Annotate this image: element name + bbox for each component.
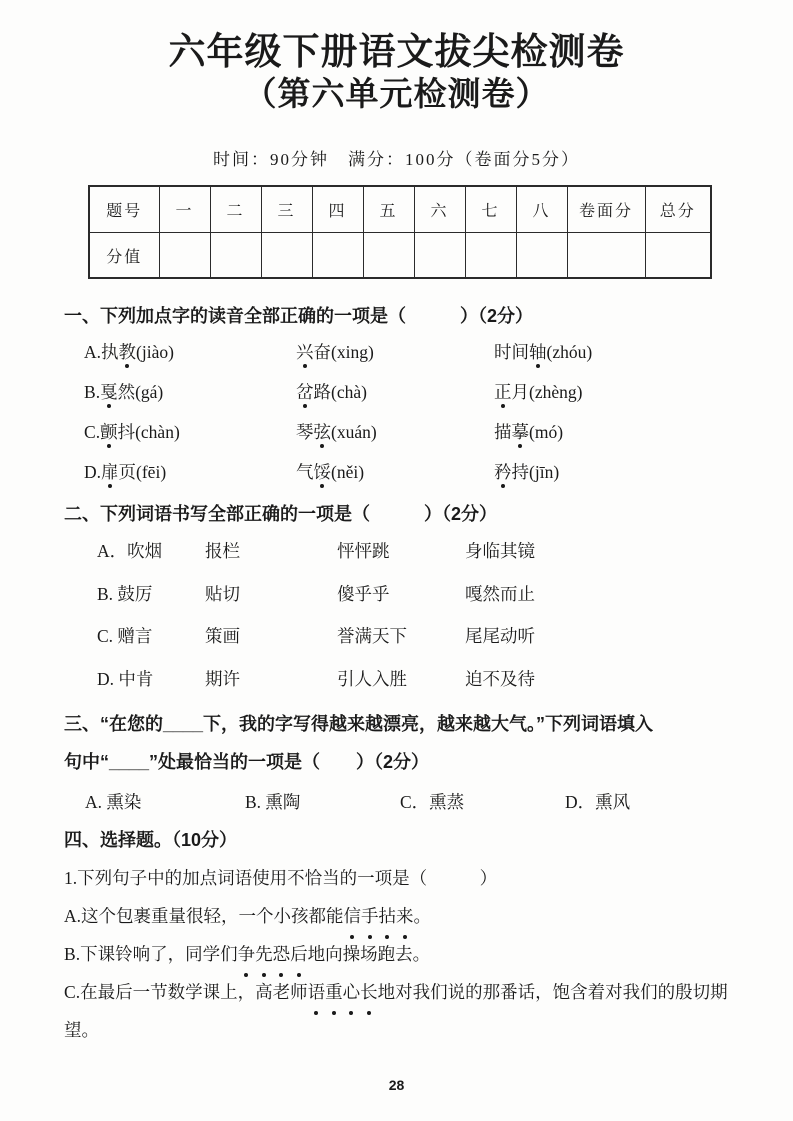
q2-option-row-a bbox=[97, 529, 741, 572]
q2-option-d-word4: 迫不及待 bbox=[465, 668, 535, 689]
question-3-stem-line1: 三、“在您的____下，我的字写得越来越漂亮，越来越大气。”下列词语填入 bbox=[64, 714, 654, 735]
score-empty-cell bbox=[414, 232, 465, 278]
q2-option-d-word2: 期许 bbox=[205, 668, 240, 689]
paper-subtitle: （第六单元检测卷） bbox=[243, 74, 550, 112]
score-empty-cell bbox=[645, 232, 711, 278]
emphasis-dotted-char: 馁 bbox=[314, 459, 332, 484]
score-empty-cell bbox=[516, 232, 567, 278]
q1-option-b-word3: 正月(zhèng) bbox=[494, 379, 741, 404]
q3-option-row bbox=[85, 781, 741, 821]
emphasis-dotted-char: 拈 bbox=[379, 897, 397, 935]
emphasis-dotted-char: 正 bbox=[494, 379, 512, 404]
q2-option-b-word4: 嘎然而止 bbox=[465, 583, 535, 604]
time-score-info: 时间：90分钟 满分：100分（卷面分5分） bbox=[213, 150, 580, 170]
emphasis-dotted-char: 重 bbox=[325, 973, 343, 1011]
q2-option-a-word4: 身临其镜 bbox=[465, 541, 535, 561]
score-empty-cell bbox=[363, 232, 414, 278]
score-empty-cell bbox=[312, 232, 363, 278]
emphasis-dotted-char: 后 bbox=[290, 935, 308, 973]
emphasis-dotted-char: 扉 bbox=[101, 459, 119, 484]
q1-option-d-word2: 气馁(něi) bbox=[296, 459, 494, 484]
q1-option-a-word2: 兴奋(xing) bbox=[296, 339, 494, 364]
q4-sub1-stem: 1.下列句子中的加点词语使用不恰当的一项是（ ） bbox=[64, 868, 498, 889]
score-empty-cell bbox=[567, 232, 645, 278]
q3-option-a: A. 熏染 bbox=[85, 791, 142, 812]
q2-option-b-word2: 贴切 bbox=[205, 583, 240, 604]
score-row-label: 分值 bbox=[89, 232, 159, 278]
q2-option-c-word2: 策画 bbox=[205, 626, 240, 646]
q1-option-a-word3: 时间轴(zhóu) bbox=[494, 339, 741, 364]
q1-option-d-word3: 矜持(jīn) bbox=[494, 459, 741, 484]
score-header-cell: 五 bbox=[363, 186, 414, 232]
q1-option-c-word2: 琴弦(xuán) bbox=[296, 419, 494, 444]
q2-option-row-d bbox=[97, 657, 741, 700]
q2-option-c-word4: 尾尾动听 bbox=[465, 626, 535, 646]
emphasis-dotted-char: 争 bbox=[238, 935, 256, 973]
q3-option-d: D．熏风 bbox=[565, 791, 631, 812]
score-header-cell: 题号 bbox=[89, 186, 159, 232]
q1-option-row-a bbox=[84, 331, 741, 371]
score-header-cell: 七 bbox=[465, 186, 516, 232]
score-empty-cell bbox=[159, 232, 210, 278]
q3-option-b: B. 熏陶 bbox=[245, 791, 301, 812]
score-header-cell: 三 bbox=[261, 186, 312, 232]
q2-option-d-word1: D. 中肯 bbox=[97, 668, 154, 689]
score-header-cell: 四 bbox=[312, 186, 363, 232]
score-header-cell: 二 bbox=[210, 186, 261, 232]
q1-option-b-word1: B.戛然(gá) bbox=[84, 379, 296, 404]
q2-option-row-c bbox=[97, 614, 741, 657]
q4-sentence-b: B.下课铃响了，同学们争先恐后地向操场跑去。 bbox=[64, 935, 741, 973]
emphasis-dotted-char: 矜 bbox=[494, 459, 512, 484]
emphasis-dotted-char: 心 bbox=[343, 973, 361, 1011]
q3-option-c: C．熏蒸 bbox=[400, 791, 465, 812]
q2-option-c-word3: 誉满天下 bbox=[337, 626, 407, 646]
emphasis-dotted-char: 长 bbox=[360, 973, 378, 1011]
q2-option-b-word1: B. 鼓厉 bbox=[97, 583, 153, 604]
emphasis-dotted-char: 恐 bbox=[273, 935, 291, 973]
score-empty-cell bbox=[465, 232, 516, 278]
page-number: 28 bbox=[388, 1077, 405, 1093]
q2-option-a-word2: 报栏 bbox=[205, 541, 240, 561]
score-table bbox=[88, 185, 712, 279]
q4-sentence-a: A.这个包裹重量很轻，一个小孩都能信手拈来。 bbox=[64, 897, 741, 935]
score-header-cell: 总分 bbox=[645, 186, 711, 232]
q1-option-row-c bbox=[84, 411, 741, 451]
q2-option-b-word3: 傻乎乎 bbox=[337, 583, 390, 604]
emphasis-dotted-char: 兴 bbox=[296, 339, 314, 364]
q1-option-c-word3: 描摹(mó) bbox=[494, 419, 741, 444]
score-header-cell: 一 bbox=[159, 186, 210, 232]
score-empty-cell bbox=[261, 232, 312, 278]
score-header-cell: 八 bbox=[516, 186, 567, 232]
question-3-stem-line2: 句中“____”处最恰当的一项是（ ）（2分） bbox=[64, 752, 430, 773]
q1-option-b-word2: 岔路(chà) bbox=[296, 379, 494, 404]
emphasis-dotted-char: 摹 bbox=[512, 419, 530, 444]
q1-option-row-d bbox=[84, 451, 741, 491]
q1-option-c-word1: C.颤抖(chàn) bbox=[84, 419, 296, 444]
emphasis-dotted-char: 弦 bbox=[314, 419, 332, 444]
q1-option-row-b bbox=[84, 371, 741, 411]
q2-option-a-word1: A．吹烟 bbox=[97, 541, 163, 561]
emphasis-dotted-char: 教 bbox=[119, 339, 137, 364]
score-header-cell: 六 bbox=[414, 186, 465, 232]
paper-body bbox=[0, 279, 793, 1049]
score-table-header-row bbox=[89, 186, 711, 232]
q2-option-a-word3: 怦怦跳 bbox=[337, 541, 390, 561]
score-empty-cell bbox=[210, 232, 261, 278]
q2-option-c-word1: C. 赠言 bbox=[97, 626, 153, 646]
q2-option-d-word3: 引人入胜 bbox=[337, 668, 407, 689]
score-header-cell: 卷面分 bbox=[567, 186, 645, 232]
score-table-value-row bbox=[89, 232, 711, 278]
emphasis-dotted-char: 信 bbox=[344, 897, 362, 935]
q4-sentence-c: C.在最后一节数学课上，高老师语重心长地对我们说的那番话，饱含着对我们的殷切期望。 bbox=[64, 973, 741, 1049]
emphasis-dotted-char: 颤 bbox=[100, 419, 118, 444]
question-2-stem: 二、下列词语书写全部正确的一项是（ ）（2分） bbox=[64, 504, 498, 525]
emphasis-dotted-char: 先 bbox=[255, 935, 273, 973]
emphasis-dotted-char: 语 bbox=[308, 973, 326, 1011]
q2-option-row-b bbox=[97, 572, 741, 615]
question-1-stem: 一、下列加点字的读音全部正确的一项是（ ）（2分） bbox=[64, 306, 534, 327]
emphasis-dotted-char: 来 bbox=[396, 897, 414, 935]
q1-option-a-word1: A.执教(jiào) bbox=[84, 339, 296, 364]
q1-option-d-word1: D.扉页(fēi) bbox=[84, 459, 296, 484]
paper-title: 六年级下册语文拔尖检测卷 bbox=[168, 31, 625, 72]
emphasis-dotted-char: 戛 bbox=[100, 379, 118, 404]
emphasis-dotted-char: 岔 bbox=[296, 379, 314, 404]
question-4-heading: 四、选择题。（10分） bbox=[64, 830, 238, 851]
emphasis-dotted-char: 手 bbox=[361, 897, 379, 935]
emphasis-dotted-char: 轴 bbox=[529, 339, 547, 364]
